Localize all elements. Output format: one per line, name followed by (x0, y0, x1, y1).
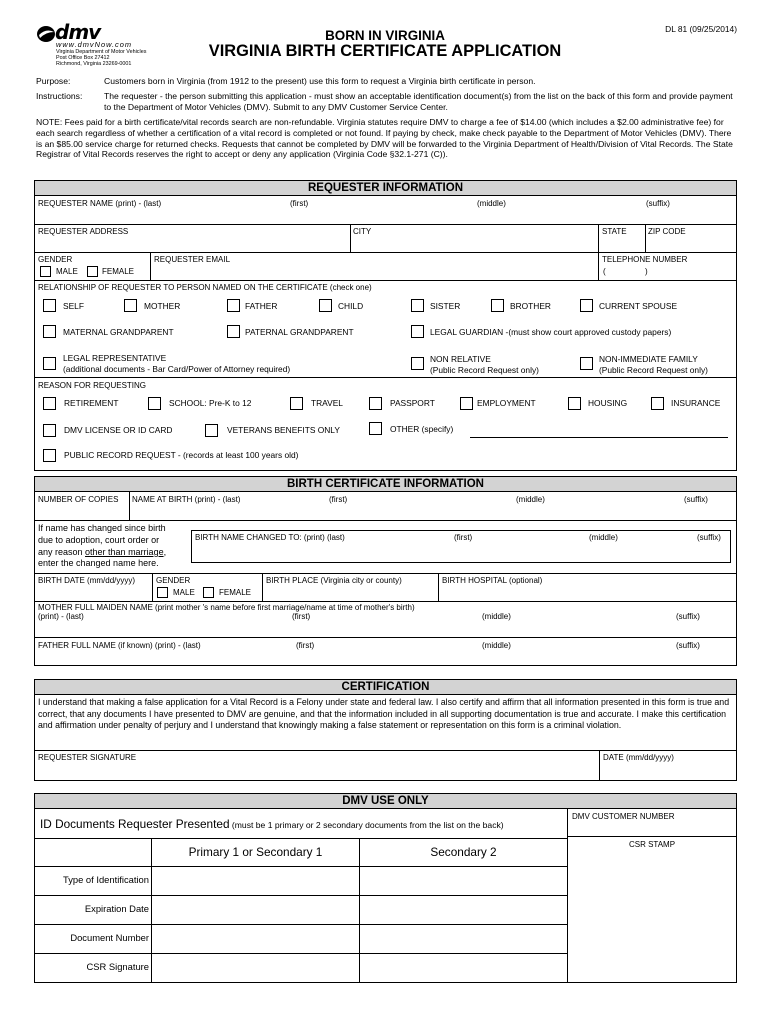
primary-type-of-identification-field[interactable] (152, 867, 358, 894)
father-suffix-label: (suffix) (676, 641, 700, 650)
reason-label: REASON FOR REQUESTING (38, 381, 147, 390)
mother-suffix-label: (suffix) (676, 612, 700, 621)
requester-female-label: FEMALE (102, 267, 135, 276)
rel-brother-checkbox[interactable] (491, 299, 504, 312)
reason-employment-label: EMPLOYMENT (477, 398, 536, 408)
form-id: DL 81 (09/25/2014) (665, 24, 737, 34)
requester-male-label: MALE (56, 267, 78, 276)
instructions-label: Instructions: (36, 91, 83, 101)
reason-insurance-label: INSURANCE (671, 398, 721, 408)
reason-other-specify-field[interactable] (470, 424, 728, 438)
requester-phone-field[interactable] (608, 266, 734, 279)
requester-suffix-label: (suffix) (646, 199, 670, 208)
birth-hospital-label: BIRTH HOSPITAL (optional) (442, 576, 543, 585)
father-name-field[interactable] (35, 651, 736, 665)
rel-paternal-grandparent-checkbox[interactable] (227, 325, 240, 338)
rel-non-immediate-label: NON-IMMEDIATE FAMILY (599, 354, 698, 364)
phone-paren-close: ) (645, 267, 648, 276)
purpose-label: Purpose: (36, 76, 71, 86)
changed-first-label: (first) (454, 533, 473, 542)
rel-father-label: FATHER (245, 301, 278, 311)
row-label-document-number: Document Number (70, 932, 149, 943)
rel-child-checkbox[interactable] (319, 299, 332, 312)
birth-female-checkbox[interactable] (203, 587, 214, 598)
requester-email-label: REQUESTER EMAIL (154, 255, 231, 264)
rel-paternal-grandparent-label: PATERNAL GRANDPARENT (245, 327, 354, 337)
rel-brother-label: BROTHER (510, 301, 551, 311)
logo-wordmark: dmv (55, 20, 101, 44)
requester-zip-field[interactable] (646, 237, 736, 251)
birth-female-label: FEMALE (219, 588, 252, 597)
primary-column-header: Primary 1 or Secondary 1 (188, 845, 323, 859)
primary-document-number-field[interactable] (152, 925, 358, 952)
rel-non-relative-note: (Public Record Request only) (430, 365, 539, 375)
mother-name-label: MOTHER FULL MAIDEN NAME (print mother 's name before first marriage/name at time of mother's birth) (38, 603, 415, 612)
rel-sister-label: SISTER (430, 301, 461, 311)
form-title-line-1: BORN IN VIRGINIA (325, 28, 445, 43)
rel-maternal-grandparent-checkbox[interactable] (43, 325, 56, 338)
reason-dmv-license-label: DMV LICENSE OR ID CARD (64, 425, 173, 435)
requester-male-checkbox[interactable] (40, 266, 51, 277)
rel-non-immediate-note: (Public Record Request only) (599, 365, 708, 375)
requester-city-field[interactable] (351, 237, 597, 251)
birth-name-field[interactable] (131, 505, 736, 519)
birth-middle-label: (middle) (516, 495, 545, 504)
rel-mother-checkbox[interactable] (124, 299, 137, 312)
dmv-customer-number-label: DMV CUSTOMER NUMBER (572, 812, 675, 821)
secondary-csr-signature-field[interactable] (360, 954, 566, 982)
relationship-label: RELATIONSHIP OF REQUESTER TO PERSON NAMED ON THE CERTIFICATE (check one) (38, 283, 372, 292)
reason-dmv-license-checkbox[interactable] (43, 424, 56, 437)
name-change-note: If name has changed since birth due to adoption, court order or any reason other than marriage, enter the changed name here. (38, 523, 167, 569)
rel-self-checkbox[interactable] (43, 299, 56, 312)
rel-legal-guardian-label: LEGAL GUARDIAN -(must show court approved custody papers) (430, 327, 672, 337)
requester-state-field[interactable] (599, 237, 644, 251)
requester-first-label: (first) (290, 199, 309, 208)
rel-child-label: CHILD (338, 301, 364, 311)
father-first-label: (first) (296, 641, 315, 650)
csr-stamp-label: CSR STAMP (628, 840, 676, 849)
mother-middle-label: (middle) (482, 612, 511, 621)
name-changed-field[interactable] (193, 544, 729, 561)
reason-veterans-label: VETERANS BENEFITS ONLY (227, 425, 340, 435)
dmv-address-line-2: Post Office Box 27412 (56, 55, 110, 61)
rel-mother-label: MOTHER (144, 301, 181, 311)
reason-employment-checkbox[interactable] (460, 397, 473, 410)
dmv-address-line-3: Richmond, Virginia 23269-0001 (56, 61, 132, 67)
primary-expiration-date-field[interactable] (152, 896, 358, 923)
birth-suffix-label: (suffix) (684, 495, 708, 504)
changed-suffix-label: (suffix) (697, 533, 721, 542)
requester-name-field[interactable] (35, 208, 736, 224)
birth-date-label: BIRTH DATE (mm/dd/yyyy) (38, 576, 136, 585)
dmv-logo (36, 22, 166, 72)
reason-veterans-checkbox[interactable] (205, 424, 218, 437)
reason-other-checkbox[interactable] (369, 422, 382, 435)
requester-phone-label: TELEPHONE NUMBER (602, 255, 688, 264)
reason-insurance-checkbox[interactable] (651, 397, 664, 410)
secondary-expiration-date-field[interactable] (360, 896, 566, 923)
copies-label: NUMBER OF COPIES (38, 495, 119, 504)
secondary-column-header: Secondary 2 (430, 845, 497, 859)
virginia-swoosh-icon (36, 24, 56, 44)
requester-section-heading: REQUESTER INFORMATION (34, 180, 737, 196)
reason-public-record-checkbox[interactable] (43, 449, 56, 462)
rel-maternal-grandparent-label: MATERNAL GRANDPARENT (63, 327, 174, 337)
csr-stamp-area[interactable] (569, 851, 736, 981)
logo-url: www.dmvNow.com (56, 40, 133, 49)
purpose-text: Customers born in Virginia (from 1912 to the present) use this form to request a Virginia birth certificate in person. (104, 76, 536, 86)
reason-housing-checkbox[interactable] (568, 397, 581, 410)
certification-heading: CERTIFICATION (34, 679, 737, 695)
fee-note: NOTE: Fees paid for a birth certificate/vital records search are non-refundable. Virginia statutes require DMV to charge a fee of $14.00 (which includes a $2.00 administrative fee) for each search regardless of whether a certification of a vital record is completed or not found. If paying by check, make check payable to the Department of Motor Vehicles (DMV). There is an $85.00 service charge for returned checks. Requests that cannot be completed by DMV will be forwarded to the Virginia Department of Health/Division of Vital Records. The State Registrar of Vital Records reserves the right to accept or deny any application (Virginia Code §32.1-271 (C)). (36, 117, 733, 160)
form-title-line-2: VIRGINIA BIRTH CERTIFICATE APPLICATION (208, 42, 562, 60)
requester-name-label: REQUESTER NAME (print) - (last) (38, 199, 162, 208)
requester-zip-label: ZIP CODE (648, 227, 686, 236)
rel-spouse-checkbox[interactable] (580, 299, 593, 312)
secondary-type-of-identification-field[interactable] (360, 867, 566, 894)
reason-other-label: OTHER (specify) (390, 424, 454, 434)
row-label-csr-signature: CSR Signature (86, 961, 149, 972)
birth-name-label: NAME AT BIRTH (print) - (last) (132, 495, 241, 504)
reason-housing-label: HOUSING (588, 398, 628, 408)
phone-paren-open: ( (603, 267, 606, 276)
secondary-document-number-field[interactable] (360, 925, 566, 952)
dmv-address-line-1: Virginia Department of Motor Vehicles (56, 49, 147, 55)
rel-legal-rep-checkbox[interactable] (43, 357, 56, 370)
rel-father-checkbox[interactable] (227, 299, 240, 312)
reason-passport-checkbox[interactable] (369, 397, 382, 410)
birth-male-label: MALE (173, 588, 195, 597)
requester-signature-field[interactable] (35, 763, 597, 780)
requester-address-field[interactable] (35, 237, 349, 251)
rel-legal-rep-label: LEGAL REPRESENTATIVE (63, 353, 167, 363)
reason-school-label: SCHOOL: Pre-K to 12 (169, 398, 252, 408)
birth-place-label: BIRTH PLACE (Virginia city or county) (266, 576, 402, 585)
primary-csr-signature-field[interactable] (152, 954, 358, 982)
requester-female-checkbox[interactable] (87, 266, 98, 277)
father-middle-label: (middle) (482, 641, 511, 650)
changed-middle-label: (middle) (589, 533, 618, 542)
birth-place-field[interactable] (264, 586, 437, 600)
row-label-expiration-date: Expiration Date (84, 903, 149, 914)
signature-date-field[interactable] (601, 763, 736, 780)
rel-sister-checkbox[interactable] (411, 299, 424, 312)
birth-date-field[interactable] (35, 586, 151, 600)
reason-travel-label: TRAVEL (311, 398, 343, 408)
name-changed-label: BIRTH NAME CHANGED TO: (print) (last) (195, 533, 345, 542)
father-name-label: FATHER FULL NAME (if known) (print) - (last) (38, 641, 201, 650)
certification-text: I understand that making a false application for a Vital Record is a Felony under state and federal law. I also certify and affirm that all information presented in this form is true and correct, that any documents I have presented to DMV are genuine, and that the information included in all supporting documentation is true and accurate. I make this certification and affirmation under penalty of perjury and I understand that knowingly making a false statement or representation on this form is a criminal violation. (38, 697, 730, 731)
dmv-use-heading: DMV USE ONLY (34, 793, 737, 809)
reason-school-checkbox[interactable] (148, 397, 161, 410)
copies-field[interactable] (35, 505, 128, 519)
mother-name-sub-label: (print) - (last) (38, 612, 84, 621)
instructions-text: The requester - the person submitting this application - must show an acceptable identification document(s) from the list on the back of this form and provide payment to the Department of Motor Vehicles (DMV). Submit to any DMV Customer Service Center. (104, 91, 733, 112)
reason-retirement-checkbox[interactable] (43, 397, 56, 410)
requester-address-label: REQUESTER ADDRESS (38, 227, 129, 236)
rel-legal-guardian-checkbox[interactable] (411, 325, 424, 338)
id-documents-heading: ID Documents Requester Presented (must be 1 primary or 2 secondary documents from the list on the back) (40, 817, 504, 831)
reason-travel-checkbox[interactable] (290, 397, 303, 410)
row-label-type-of-identification: Type of Identification (63, 874, 149, 885)
requester-city-label: CITY (353, 227, 372, 236)
dmv-customer-number-field[interactable] (569, 822, 736, 835)
rel-non-relative-checkbox[interactable] (411, 357, 424, 370)
reason-retirement-label: RETIREMENT (64, 398, 119, 408)
rel-self-label: SELF (63, 301, 84, 311)
requester-state-label: STATE (602, 227, 627, 236)
birth-first-label: (first) (329, 495, 348, 504)
birth-male-checkbox[interactable] (157, 587, 168, 598)
requester-email-field[interactable] (152, 266, 596, 279)
rel-legal-rep-note: (additional documents - Bar Card/Power of Attorney required) (63, 364, 291, 374)
signature-date-label: DATE (mm/dd/yyyy) (603, 753, 674, 762)
birth-gender-label: GENDER (156, 576, 191, 585)
rel-non-immediate-checkbox[interactable] (580, 357, 593, 370)
mother-name-field[interactable] (35, 622, 736, 636)
birth-hospital-field[interactable] (440, 586, 736, 600)
requester-middle-label: (middle) (477, 199, 506, 208)
reason-public-record-label: PUBLIC RECORD REQUEST - (records at least 100 years old) (64, 450, 299, 460)
mother-first-label: (first) (292, 612, 311, 621)
birth-section-heading: BIRTH CERTIFICATE INFORMATION (34, 476, 737, 492)
rel-non-relative-label: NON RELATIVE (430, 354, 491, 364)
rel-spouse-label: CURRENT SPOUSE (599, 301, 678, 311)
reason-passport-label: PASSPORT (390, 398, 435, 408)
requester-gender-label: GENDER (38, 255, 73, 264)
requester-signature-label: REQUESTER SIGNATURE (38, 753, 137, 762)
